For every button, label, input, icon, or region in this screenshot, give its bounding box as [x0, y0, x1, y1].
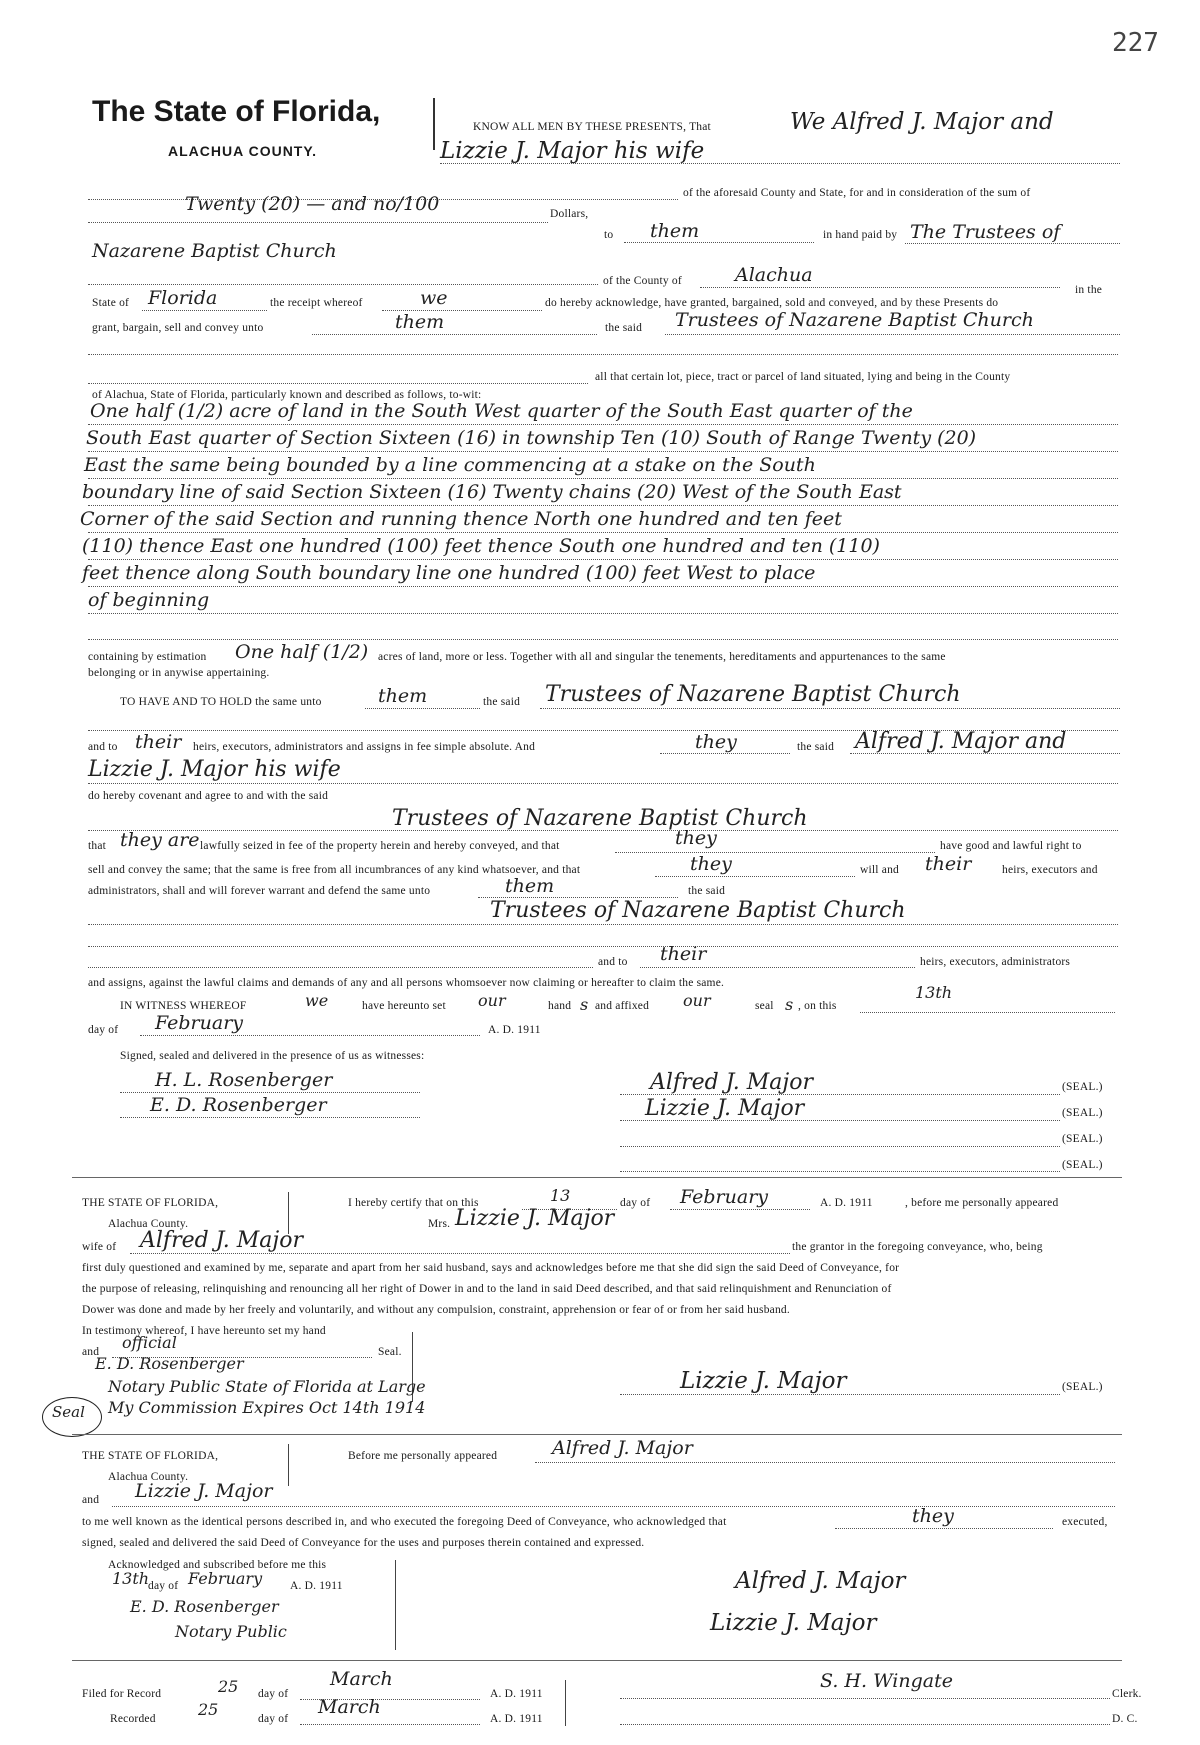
- recorded-day-hw: 25: [198, 1700, 219, 1719]
- seal-label: (SEAL.): [1062, 1081, 1103, 1093]
- grantee-hw: Trustees of Nazarene Baptist Church: [675, 309, 1034, 331]
- rule: [88, 946, 1118, 947]
- the-said-text-3: the said: [797, 741, 835, 753]
- ack2-day-of: day of: [148, 1580, 179, 1592]
- filed-day-hw: 25: [218, 1677, 239, 1696]
- grantor-underline: [440, 163, 1120, 164]
- state-hw: Florida: [148, 287, 218, 309]
- rule: [88, 586, 1118, 587]
- ack1-body: Dower was done and made by her freely and voluntarily, and without any compulsion, constraint, apprehension or fear of or from her said husband.: [82, 1304, 790, 1316]
- the-said-text: the said: [605, 322, 643, 334]
- filed-day-of: day of: [258, 1688, 289, 1700]
- section-divider: [72, 1660, 1122, 1661]
- rule: [620, 1724, 1110, 1725]
- rule: [88, 424, 1118, 425]
- ack2-and: and: [82, 1494, 100, 1506]
- rule: [312, 334, 597, 335]
- rule: [120, 1092, 420, 1093]
- ack1-mrs-hw: Lizzie J. Major: [455, 1206, 615, 1231]
- recorded-ad: A. D. 1911: [490, 1713, 543, 1725]
- county-hw: Alachua: [735, 264, 813, 286]
- covenant-grantor-hw-2: Lizzie J. Major his wife: [88, 757, 341, 782]
- will-and-text: will and: [860, 864, 899, 876]
- description-line: feet thence along South boundary line one hundred (100) feet West to place: [82, 562, 816, 584]
- rule: [140, 1035, 480, 1036]
- affixed-text: and affixed: [595, 1000, 650, 1012]
- ack1-wife-of-hw: Alfred J. Major: [140, 1228, 304, 1253]
- ack1-notary-name-hw: E. D. Rosenberger: [95, 1354, 244, 1373]
- page-number: 227: [1112, 28, 1159, 58]
- rule: [88, 478, 1118, 479]
- month-hw: February: [155, 1012, 244, 1034]
- rule: [88, 967, 593, 968]
- ack2-brace: [288, 1444, 289, 1486]
- ack1-month-hw: February: [680, 1186, 769, 1208]
- ack2-state: THE STATE OF FLORIDA,: [82, 1450, 219, 1462]
- rule: [120, 1117, 420, 1118]
- acknowledge-text: do hereby acknowledge, have granted, bargained, sold and conveyed, and by these Presents do: [545, 297, 999, 309]
- rule: [88, 532, 1118, 533]
- rule: [540, 708, 1120, 709]
- description-line: South East quarter of Section Sixteen (16) in township Ten (10) South of Range Twenty (20): [86, 427, 977, 449]
- ack2-well-known: to me well known as the identical persons described in, and who executed the foregoing Deed of Conveyance, who acknowledged that: [82, 1516, 727, 1528]
- containing-hw: One half (1/2): [235, 641, 369, 663]
- ack1-wife-of: wife of: [82, 1241, 117, 1253]
- signature-1: Alfred J. Major: [650, 1070, 814, 1095]
- grant-hw: them: [395, 311, 445, 333]
- ack2-before: Before me personally appeared: [348, 1450, 498, 1462]
- ack1-body: first duly questioned and examined by me, separate and apart from her said husband, says and acknowledges before me that she did sign the said Deed of Conveyance, for: [82, 1262, 900, 1274]
- dollars-text: Dollars,: [550, 208, 589, 220]
- seal-hw: s: [785, 995, 794, 1014]
- to-have-hw: them: [378, 685, 428, 707]
- covenant-text: do hereby covenant and agree to and with the said: [88, 790, 329, 802]
- rule: [142, 310, 267, 311]
- of-county-text: of the County of: [603, 275, 682, 287]
- the-said-text-4: the said: [688, 885, 726, 897]
- rule: [700, 287, 1060, 288]
- rule: [615, 852, 935, 853]
- ack1-ad: A. D. 1911: [820, 1197, 873, 1209]
- receipt-text: the receipt whereof: [270, 297, 363, 309]
- rule: [88, 924, 1118, 925]
- admin-hw: them: [505, 875, 555, 897]
- sell-convey-text: sell and convey the same; that the same is free from all incumbrances of any kind whatsoever, and that: [88, 864, 581, 876]
- heirs-text: heirs, executors, administrators and assigns in fee simple absolute. And: [193, 741, 536, 753]
- and-to-hw: their: [135, 731, 182, 753]
- rule: [112, 1506, 1115, 1507]
- all-that-text: all that certain lot, piece, tract or parcel of land situated, lying and being in the County: [595, 371, 1011, 383]
- witness2-hw: E. D. Rosenberger: [150, 1094, 327, 1116]
- seal-label: (SEAL.): [1062, 1107, 1103, 1119]
- rule: [88, 830, 1118, 831]
- ad-text: A. D. 1911: [488, 1024, 541, 1036]
- rule: [620, 1120, 1060, 1121]
- witness-hw: we: [305, 991, 329, 1010]
- ack1-seal: Seal.: [378, 1346, 402, 1358]
- grantor-hw-2: Lizzie J. Major his wife: [440, 138, 705, 164]
- clerk-label: Clerk.: [1112, 1688, 1142, 1700]
- ack2-brace-2: [395, 1560, 396, 1650]
- rule: [88, 783, 1118, 784]
- rule: [620, 1698, 1110, 1699]
- have-hereunto-text: have hereunto set: [362, 1000, 446, 1012]
- rule: [835, 1528, 1053, 1529]
- dc-label: D. C.: [1112, 1713, 1138, 1725]
- have-good-text: have good and lawful right to: [940, 840, 1082, 852]
- seal-text: seal: [755, 1000, 774, 1012]
- acres-text: acres of land, more or less. Together with all and singular the tenements, hereditaments and appurtenances to the same: [378, 651, 946, 663]
- ack1-body: the purpose of releasing, relinquishing and renouncing all her right of Dower in and to the land in said Deed described, and that said relinquishment and Renunciation of: [82, 1283, 892, 1295]
- know-all-text: KNOW ALL MEN BY THESE PRESENTS, That: [473, 121, 711, 133]
- and-to-text-2: and to: [598, 956, 628, 968]
- set-hw: our: [478, 991, 506, 1010]
- ack2-signed: signed, sealed and delivered the said Deed of Conveyance for the uses and purposes therein contained and expressed.: [82, 1537, 645, 1549]
- description-line: Corner of the said Section and running thence North one hundred and ten feet: [80, 508, 842, 530]
- of-alachua-text: of Alachua, State of Florida, particularly known and described as follows, to-wit:: [92, 389, 482, 401]
- in-hand-text: in hand paid by: [823, 229, 898, 241]
- day-hw: 13th: [915, 983, 953, 1002]
- rule: [620, 1394, 1060, 1395]
- heirs-text-2: heirs, executors, administrators: [920, 956, 1071, 968]
- rule: [620, 1146, 1060, 1147]
- paid-by-hw-2: Nazarene Baptist Church: [92, 240, 337, 262]
- rule: [88, 354, 1118, 355]
- rule: [620, 1171, 1060, 1172]
- filed-text: Filed for Record: [82, 1688, 162, 1700]
- lawfully-hw: they: [675, 827, 717, 849]
- ack2-month-hw: February: [188, 1569, 263, 1588]
- to-have-text: TO HAVE AND TO HOLD the same unto: [120, 696, 322, 708]
- clerk-signature-hw: S. H. Wingate: [820, 1670, 953, 1692]
- grant-text: grant, bargain, sell and convey unto: [92, 322, 264, 334]
- that-text: that: [88, 840, 107, 852]
- aforesaid-text: of the aforesaid County and State, for and in consideration of the sum of: [683, 187, 1031, 199]
- ack1-notary-title-hw: Notary Public State of Florida at Large: [108, 1377, 426, 1396]
- containing-text: containing by estimation: [88, 651, 207, 663]
- description-line: boundary line of said Section Sixteen (16) Twenty chains (20) West of the South East: [82, 481, 902, 503]
- rule: [130, 1253, 790, 1254]
- affixed-hw: our: [683, 991, 711, 1010]
- lawfully-text: lawfully seized in fee of the property herein and hereby conveyed, and that: [200, 840, 560, 852]
- description-line: of beginning: [88, 589, 210, 611]
- county-heading: ALACHUA COUNTY.: [168, 143, 318, 159]
- ack1-and: and: [82, 1346, 100, 1358]
- description-line: One half (1/2) acre of land in the South West quarter of the South East quarter of the: [90, 400, 913, 422]
- to-text: to: [604, 229, 614, 241]
- ack1-official-hw: official: [122, 1333, 177, 1352]
- rule: [640, 967, 915, 968]
- description-line: East the same being bounded by a line commencing at a stake on the South: [84, 454, 816, 476]
- filed-ad: A. D. 1911: [490, 1688, 543, 1700]
- ack2-executed: executed,: [1062, 1516, 1108, 1528]
- hand-hw: s: [580, 995, 589, 1014]
- rule: [88, 505, 1118, 506]
- rule: [655, 876, 855, 877]
- in-the-text: in the: [1075, 284, 1103, 296]
- ack1-county: Alachua County.: [108, 1218, 189, 1230]
- administrators-text: administrators, shall and will forever warrant and defend the same unto: [88, 885, 431, 897]
- description-line: (110) thence East one hundred (100) feet thence South one hundred and ten (110): [82, 535, 880, 557]
- rule: [670, 1209, 810, 1210]
- ack2-notary-hw: E. D. Rosenberger: [130, 1597, 279, 1616]
- rule: [365, 708, 480, 709]
- signed-text: Signed, sealed and delivered in the presence of us as witnesses:: [120, 1050, 425, 1062]
- ack1-before: , before me personally appeared: [905, 1197, 1059, 1209]
- ack1-testimony: In testimony whereof, I have hereunto set my hand: [82, 1325, 326, 1337]
- covenant-grantor-hw: Alfred J. Major and: [855, 729, 1067, 754]
- rule: [88, 222, 548, 223]
- rule: [624, 242, 814, 243]
- witness1-hw: H. L. Rosenberger: [155, 1069, 333, 1091]
- rule: [660, 753, 790, 754]
- ack2-acknowledged: Acknowledged and subscribed before me this: [108, 1559, 327, 1571]
- rule: [88, 639, 1118, 640]
- rule: [535, 1462, 1115, 1463]
- heirs-exec-text: heirs, executors and: [1002, 864, 1098, 876]
- paid-by-hw: The Trustees of: [910, 221, 1061, 243]
- the-said-text-2: the said: [483, 696, 521, 708]
- rule: [88, 559, 1118, 560]
- ack1-grantor: the grantor in the foregoing conveyance, who, being: [792, 1241, 1043, 1253]
- will-hw: their: [925, 853, 972, 875]
- ack2-day-hw: 13th: [112, 1569, 150, 1588]
- grantor-hw-1: We Alfred J. Major and: [790, 109, 1054, 135]
- ack2-well-known-hw: they: [912, 1505, 954, 1527]
- hand-text: hand: [548, 1000, 572, 1012]
- to-hw: them: [650, 220, 700, 242]
- ack1-signature-hw: Lizzie J. Major: [680, 1368, 847, 1394]
- rule: [300, 1724, 480, 1725]
- ack2-ad: A. D. 1911: [290, 1580, 343, 1592]
- recorded-text: Recorded: [110, 1713, 156, 1725]
- rule: [620, 1094, 1060, 1095]
- rule: [88, 383, 588, 384]
- belonging-text: belonging or in anywise appertaining.: [88, 667, 270, 679]
- rule: [850, 753, 1120, 754]
- rule: [665, 334, 1120, 335]
- and-to2-hw: their: [660, 943, 707, 965]
- ack2-before-hw: Alfred J. Major: [552, 1437, 693, 1459]
- day-of-text: day of: [88, 1024, 119, 1036]
- and-to-text: and to: [88, 741, 118, 753]
- seal-label: (SEAL.): [1062, 1159, 1103, 1171]
- receipt-hw: we: [420, 287, 448, 309]
- assigns-text: and assigns, against the lawful claims and demands of any and all persons whomsoever now claiming or hereafter to claim the same.: [88, 977, 725, 989]
- notary-seal-stamp-label: Seal: [52, 1403, 85, 1421]
- ack2-signature-2: Lizzie J. Major: [710, 1610, 877, 1636]
- rule: [88, 284, 598, 285]
- rule: [88, 451, 1118, 452]
- and-hw: they: [695, 731, 737, 753]
- state-of-text: State of: [92, 297, 130, 309]
- ack1-day-of: day of: [620, 1197, 651, 1209]
- recorded-day-of: day of: [258, 1713, 289, 1725]
- sum-hw: Twenty (20) — and no/100: [185, 193, 440, 215]
- that-hw: they are: [120, 829, 200, 851]
- rule: [860, 1012, 1115, 1013]
- document-title: The State of Florida,: [92, 95, 381, 128]
- seal-label: (SEAL.): [1062, 1133, 1103, 1145]
- ack2-county: Alachua County.: [108, 1471, 189, 1483]
- filing-brace: [565, 1680, 566, 1726]
- ack1-day-hw: 13: [550, 1186, 571, 1205]
- sell-hw: they: [690, 853, 732, 875]
- covenant-grantee-hw: Trustees of Nazarene Baptist Church: [392, 806, 808, 831]
- ack1-mrs: Mrs.: [428, 1218, 451, 1230]
- ack2-notary-title-hw: Notary Public: [175, 1622, 287, 1641]
- recorded-month-hw: March: [318, 1696, 381, 1718]
- section-divider: [72, 1434, 1122, 1435]
- filed-month-hw: March: [330, 1668, 393, 1690]
- rule: [88, 613, 1118, 614]
- ack1-certify: I hereby certify that on this: [348, 1197, 479, 1209]
- signature-2: Lizzie J. Major: [645, 1096, 805, 1121]
- ack2-and-hw: Lizzie J. Major: [135, 1480, 273, 1502]
- ack1-commission-hw: My Commission Expires Oct 14th 1914: [108, 1398, 426, 1417]
- to-have-grantee-hw: Trustees of Nazarene Baptist Church: [545, 682, 961, 707]
- witness-text: IN WITNESS WHEREOF: [120, 1000, 247, 1012]
- admin-grantee-hw: Trustees of Nazarene Baptist Church: [490, 898, 906, 923]
- section-divider: [72, 1177, 1122, 1178]
- ack1-state: THE STATE OF FLORIDA,: [82, 1197, 219, 1209]
- on-this-text: , on this: [798, 1000, 837, 1012]
- header-brace: [433, 98, 435, 150]
- ack2-signature-1: Alfred J. Major: [735, 1568, 906, 1594]
- rule: [905, 243, 1120, 244]
- ack1-seal-label: (SEAL.): [1062, 1381, 1103, 1393]
